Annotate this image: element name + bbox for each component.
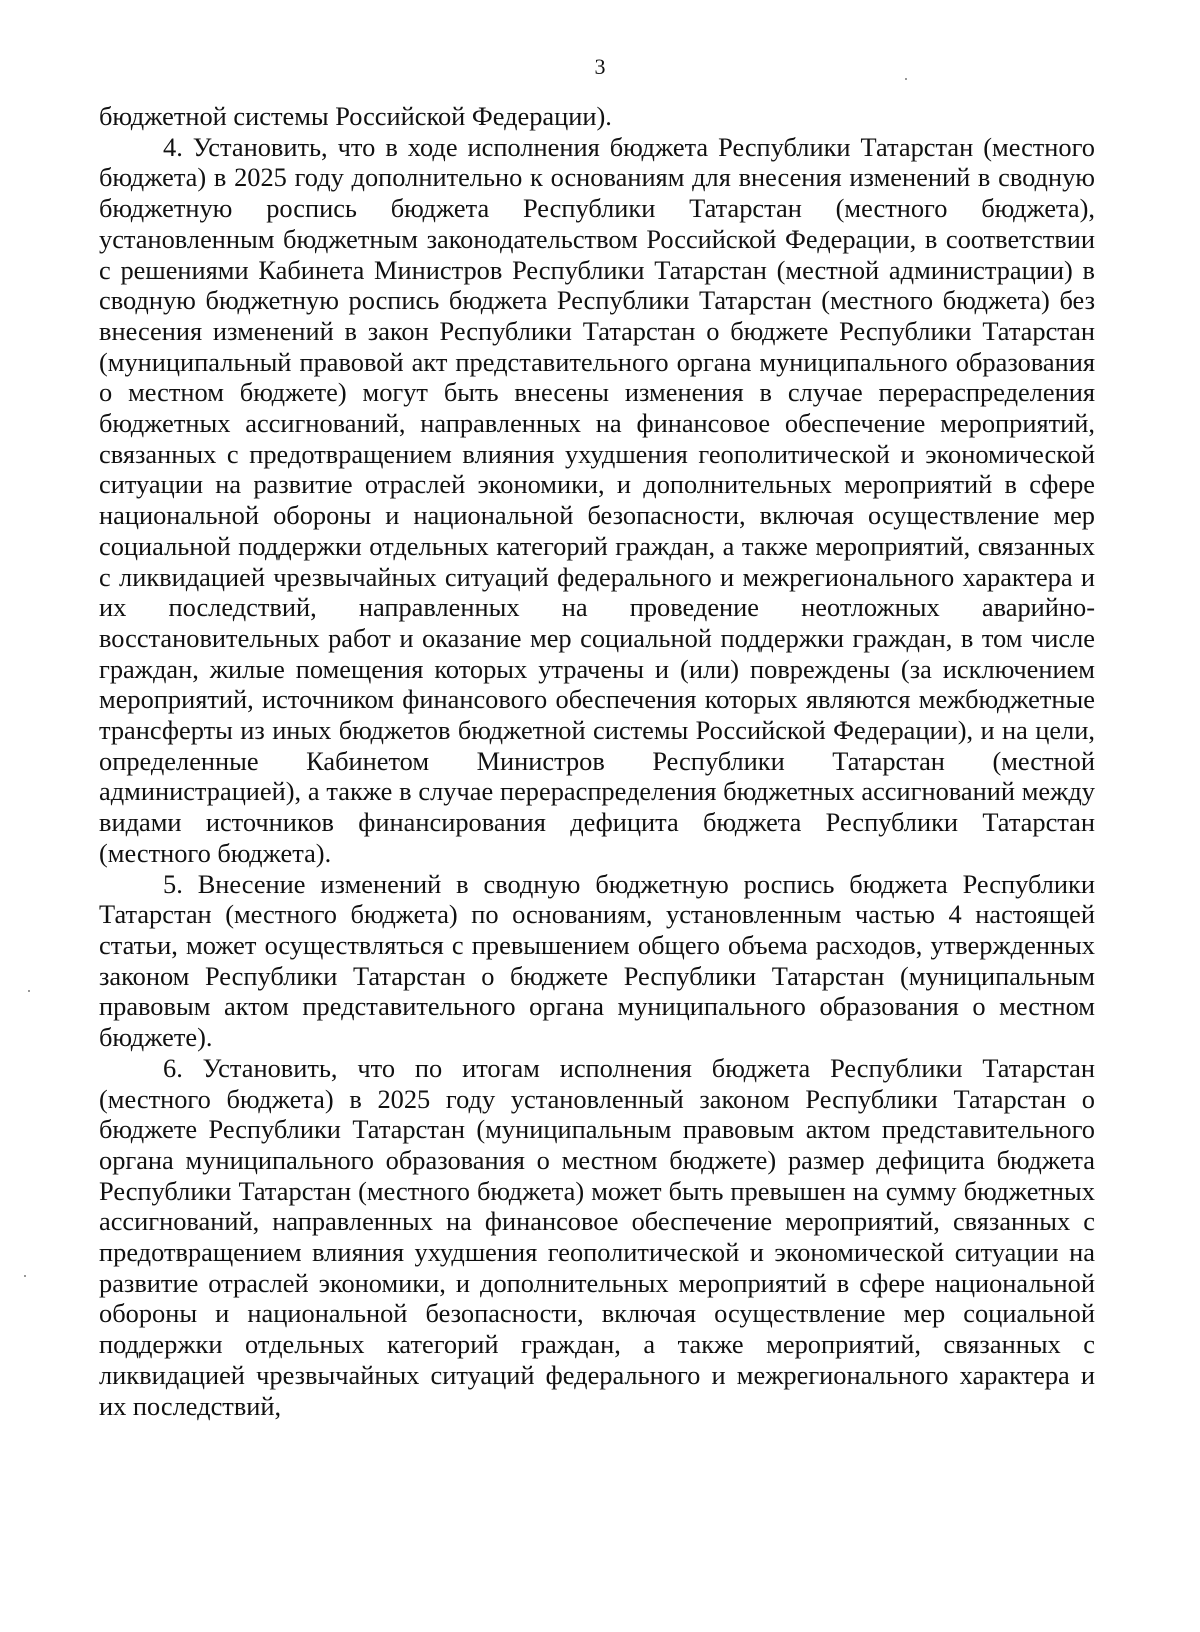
paragraph-continuation: бюджетной системы Российской Федерации). bbox=[99, 101, 612, 131]
scan-speck bbox=[24, 1275, 26, 1277]
page-number: 3 bbox=[594, 54, 606, 79]
scan-speck bbox=[905, 78, 907, 80]
paragraph-item-4: 4. Установить, что в ходе исполнения бюджета Республики Татарстан (местного бюджета) в 2025 году дополнительно к основаниям для внесения изменений в сводную бюджетную роспись бюджета Республики Татарстан (местного бюджета), установленным бюджетным законодательством Российской Федерации, в соответствии с решениями Кабинета Министров Республики Татарстан (местной администрации) в сводную бюджетную роспись бюджета Республики Татарстан (местного бюджета) без внесения изменений в закон Республики Татарстан о бюджете Республики Татарстан (муниципальный правовой акт представительного органа муниципального образования о местном бюджете) могут быть внесены изменения в случае перераспределения бюджетных ассигнований, направленных на финансовое обеспечение мероприятий, связанных с предотвращением влияния ухудшения геополитической и экономической ситуации на развитие отраслей экономики, и дополнительных мероприятий в сфере национальной обороны и национальной безопасности, включая осуществление мер социальной поддержки отдельных категорий граждан, а также мероприятий, связанных с ликвидацией чрезвычайных ситуаций федерального и межрегионального характера и их последствий, направленных на проведение неотложных аварийно-восстановительных работ и оказание мер социальной поддержки граждан, в том числе граждан, жилые помещения которых утрачены и (или) повреждены (за исключением мероприятий, источником финансового обеспечения которых являются межбюджетные трансферты из иных бюджетов бюджетной системы Российской Федерации), и на цели, определенные Кабинетом Министров Республики Татарстан (местной администрацией), а также в случае перераспределения бюджетных ассигнований между видами источников финансирования дефицита бюджета Республики Татарстан (местного бюджета). bbox=[99, 131, 1095, 868]
document-body bbox=[99, 101, 1095, 1421]
scan-speck bbox=[28, 990, 30, 992]
paragraph-item-5: 5. Внесение изменений в сводную бюджетную роспись бюджета Республики Татарстан (местного бюджета) по основаниям, установленным частью 4 настоящей статьи, может осуществляться с превышением общего объема расходов, утвержденных законом Республики Татарстан о бюджете Республики Татарстан (муниципальным правовым актом представительного органа муниципального образования о местном бюджете). bbox=[99, 868, 1095, 1053]
paragraph-item-6: 6. Установить, что по итогам исполнения бюджета Республики Татарстан (местного бюджета) в 2025 году установленный законом Республики Татарстан о бюджете Республики Татарстан (муниципальным правовым актом представительного органа муниципального образования о местном бюджете) размер дефицита бюджета Республики Татарстан (местного бюджета) может быть превышен на сумму бюджетных ассигнований, направленных на финансовое обеспечение мероприятий, связанных с предотвращением влияния ухудшения геополитической и экономической ситуации на развитие отраслей экономики, и дополнительных мероприятий в сфере национальной обороны и национальной безопасности, включая осуществление мер социальной поддержки отдельных категорий граждан, а также мероприятий, связанных с ликвидацией чрезвычайных ситуаций федерального и межрегионального характера и их последствий, bbox=[99, 1052, 1095, 1421]
